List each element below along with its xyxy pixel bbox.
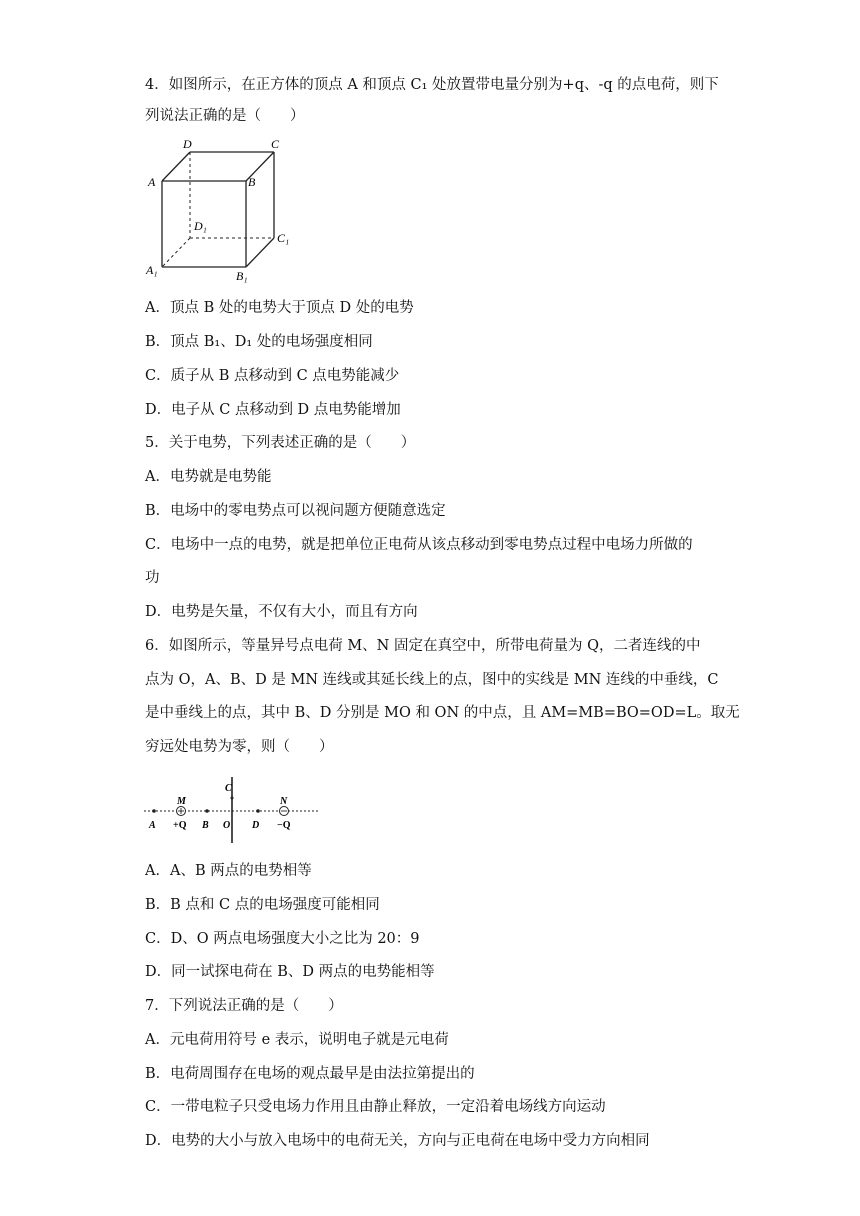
cube-figure [140,134,310,284]
cube-label-a: A [148,175,156,189]
question-6-option-a: A．A、B 两点的电势相等 [145,863,312,879]
question-6-stem-line-2: 点为 O，A、B、D 是 MN 连线或其延长线上的点，图中的实线是 MN 连线的中垂线，C [145,672,719,688]
charges-label-o: O [223,820,231,831]
question-5-option-b: B．电场中的零电势点可以视问题方便随意选定 [145,503,446,519]
question-4-option-b: B．顶点 B₁、D₁ 处的电场强度相同 [145,334,373,350]
question-6-stem-line-4: 穷远处电势为零，则（ ） [145,739,334,755]
charges-label-d: D [252,820,260,831]
question-5-option-d: D．电势是矢量，不仅有大小，而且有方向 [145,604,418,620]
charges-label-b: B [202,820,209,831]
cube-label-a1: A₁ [146,263,158,277]
question-6-stem-line-3: 是中垂线上的点，其中 B、D 分别是 MO 和 ON 的中点，且 AM=MB=BO=OD=L。取无 [145,705,740,721]
charges-label-plus-q: +Q [173,820,187,831]
cube-label-b: B [248,175,256,189]
question-7-option-c: C．一带电粒子只受电场力作用且由静止释放，一定沿着电场线方向运动 [145,1099,606,1115]
question-6-option-d: D．同一试探电荷在 B、D 两点的电势能相等 [145,964,435,980]
question-4-option-d: D．电子从 C 点移动到 D 点电势能增加 [145,402,401,418]
charges-figure [140,772,330,847]
question-4-stem-line-2: 列说法正确的是（ ） [145,108,305,124]
cube-label-c: C [271,137,280,151]
question-7-option-a: A．元电荷用符号 e 表示，说明电子就是元电荷 [145,1032,449,1048]
charges-label-a: A [149,820,156,831]
question-7-stem: 7．下列说法正确的是（ ） [145,998,343,1014]
question-6-option-c: C．D、O 两点电场强度大小之比为 20：9 [145,931,420,947]
question-6-stem-line-1: 6．如图所示，等量异号点电荷 M、N 固定在真空中，所带电荷量为 Q，二者连线的中 [145,638,701,654]
question-5-option-a: A．电势就是电势能 [145,469,272,485]
question-4-stem-line-1: 4．如图所示，在正方体的顶点 A 和顶点 C₁ 处放置带电量分别为+q、-q 的点电荷，则下 [145,77,719,93]
question-4-option-c: C．质子从 B 点移动到 C 点电势能减少 [145,368,400,384]
question-5-option-c-cont: 功 [145,570,160,586]
charges-label-n: N [280,796,288,807]
question-6-option-b: B．B 点和 C 点的电场强度可能相同 [145,897,380,913]
charges-label-minus-q: −Q [277,820,291,831]
question-5-option-c: C．电场中一点的电势，就是把单位正电荷从该点移动到零电势点过程中电场力所做的 [145,537,693,553]
question-7-option-d: D．电势的大小与放入电场中的电荷无关，方向与正电荷在电场中受力方向相同 [145,1133,650,1149]
cube-label-b1: B₁ [236,269,248,283]
question-4-option-a: A．顶点 B 处的电势大于顶点 D 处的电势 [145,300,414,316]
cube-label-c1: C₁ [277,231,290,245]
charges-label-c: C [225,783,232,794]
question-5-stem: 5．关于电势，下列表述正确的是（ ） [145,435,416,451]
cube-label-d: D [183,137,192,151]
charges-label-m: M [177,796,186,807]
cube-label-d1: D₁ [194,219,207,233]
question-7-option-b: B．电荷周围存在电场的观点最早是由法拉第提出的 [145,1066,475,1082]
